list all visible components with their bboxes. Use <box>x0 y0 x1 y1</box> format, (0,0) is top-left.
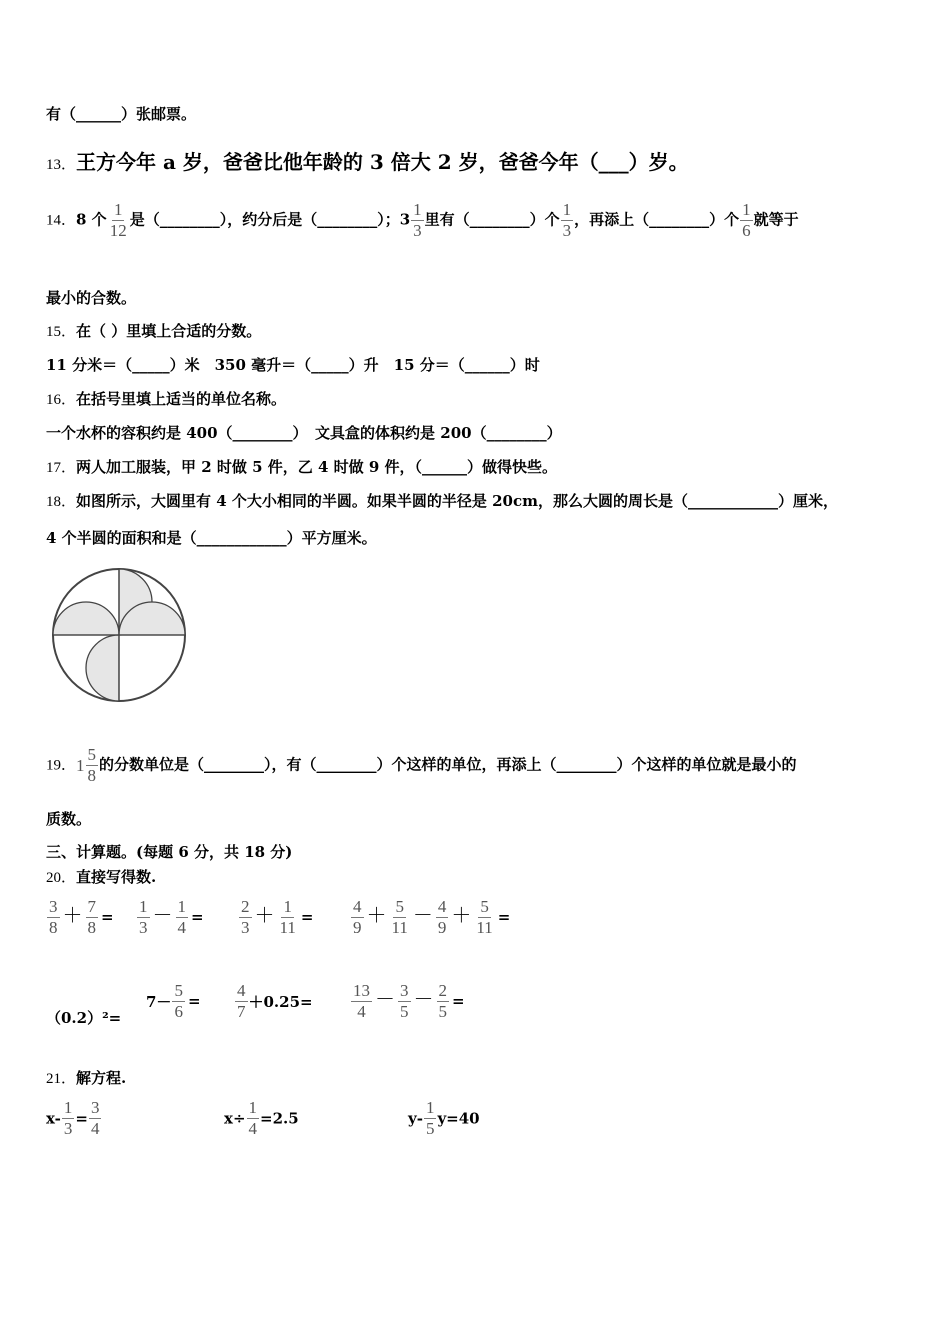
question-18-line2: 4 个半圆的面积和是（____________）平方厘米。 <box>46 529 377 547</box>
fraction: $\frac{1}{6}$ <box>742 200 751 240</box>
question-number: 19． <box>46 757 77 774</box>
expression-5: （0.2）²= <box>46 1009 122 1027</box>
question-number: 21． <box>46 1071 77 1087</box>
question-number: 18． <box>46 494 77 510</box>
question-text: 解方程. <box>76 1069 127 1087</box>
question-17 <box>46 456 557 477</box>
expression-6: 7－ $\frac{5}{6}$ = <box>146 981 201 1021</box>
question-text: 直接写得数. <box>76 868 157 886</box>
expression-1: $\frac{3}{8}$ ＋ $\frac{7}{8}$ = <box>49 897 114 937</box>
question-number: 20． <box>46 870 77 886</box>
question-number: 14． <box>46 212 77 229</box>
question-text: 两人加工服装，甲 2 时做 5 件，乙 4 时做 9 件，（______）做得快些。 <box>76 458 558 476</box>
text-part: 8 个 <box>76 210 107 229</box>
equation-1: x- $\frac{1}{3}$ = $\frac{3}{4}$ <box>46 1098 100 1138</box>
fraction: $\frac{1}{3}$ <box>562 200 572 240</box>
question-16-line2: 一个水杯的容积约是 400（________） 文具盒的体积约是 200（________） <box>46 424 562 442</box>
section-heading: 三、计算题。(每题 6 分，共 18 分) <box>46 843 293 861</box>
question-21 <box>46 1067 126 1088</box>
question-20 <box>46 866 156 887</box>
question-text: 如图所示，大圆里有 4 个大小相同的半圆。如果半圆的半径是 20cm，那么大圆的周长是（____________）厘米， <box>76 492 839 510</box>
question-text: 王方今年 a 岁，爸爸比他年龄的 3 倍大 2 岁，爸爸今年（___）岁。 <box>76 150 689 174</box>
question-15 <box>46 320 261 341</box>
question-14 <box>46 200 799 241</box>
expression-7: $\frac{4}{7}$ ＋0.25= <box>237 981 313 1021</box>
question-14-line2: 最小的合数。 <box>46 289 137 307</box>
question-text: 的分数单位是（________），有（________）个这样的单位，再添上（________）个这样的单位就是最小的 <box>99 755 797 774</box>
q12-tail: 有（______）张邮票。 <box>46 105 197 123</box>
circle-figure <box>51 567 187 703</box>
question-number: 16． <box>46 392 77 408</box>
mixed-number: 1 5 8 <box>76 745 97 785</box>
text-part: ，再添上（________）个 <box>574 210 740 229</box>
question-text: 在（ ）里填上合适的分数。 <box>76 322 262 340</box>
expression-4: $\frac{4}{9}$ ＋ $\frac{5}{11}$ － $\frac{4}{9}$ ＋ $\frac{5}{11}$ = <box>353 897 511 937</box>
text-part: 就等于 <box>753 210 799 229</box>
question-19 <box>46 745 797 786</box>
fraction: $\frac{1}{3}$ <box>413 200 422 240</box>
text-part: 里有（________）个 <box>424 210 560 229</box>
equation-2: x÷ $\frac{1}{4}$ =2.5 <box>224 1098 299 1138</box>
expression-2: $\frac{1}{3}$ － $\frac{1}{4}$ = <box>139 897 204 937</box>
equation-3: y- $\frac{1}{5}$ y=40 <box>408 1098 480 1138</box>
question-15-line2: 11 分米＝（_____）米 350 毫升＝（_____）升 15 分＝（______）时 <box>46 356 540 374</box>
expression-3: $\frac{2}{3}$ ＋ $\frac{1}{11}$ = <box>241 897 314 937</box>
question-number: 13． <box>46 157 77 173</box>
question-18 <box>46 490 838 511</box>
text-part: 是（________），约分后是（________）；3 <box>129 210 411 229</box>
question-16 <box>46 388 286 409</box>
question-19-line2: 质数。 <box>46 810 92 828</box>
question-number: 15． <box>46 324 77 340</box>
question-13 <box>46 146 689 175</box>
question-text: 在括号里填上适当的单位名称。 <box>76 390 287 408</box>
fraction: $\frac{1}{12}$ <box>109 200 127 240</box>
question-number: 17． <box>46 460 77 476</box>
expression-8: $\frac{13}{4}$ － $\frac{3}{5}$ － $\frac{2}{5}$ = <box>353 981 465 1021</box>
